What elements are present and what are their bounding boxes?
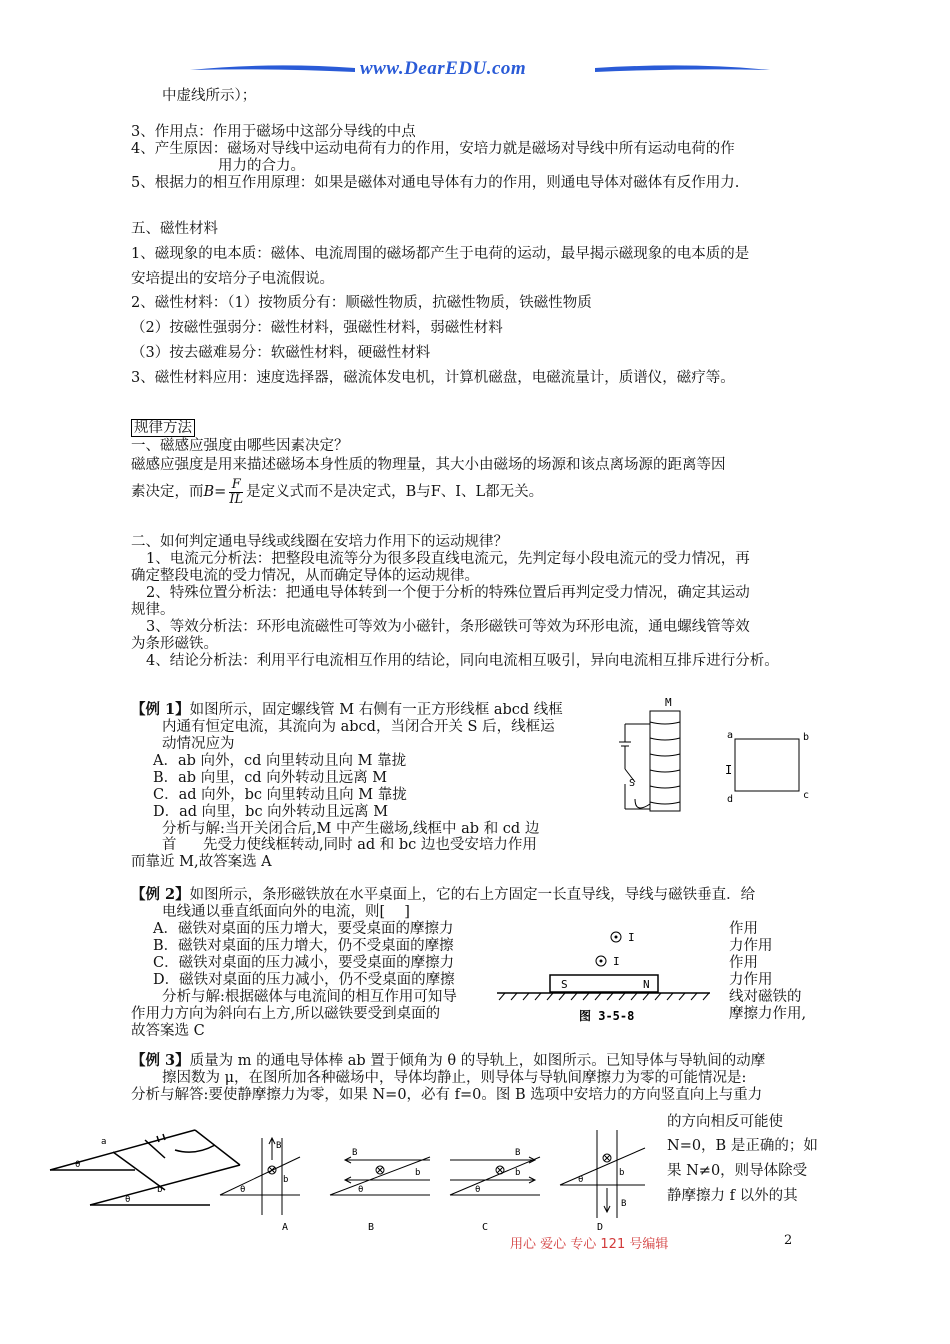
fig-label-theta: θ: [475, 1185, 481, 1195]
text-line: 果 N≠0，则导体除受: [667, 1163, 808, 1179]
rail-label-a: a: [101, 1137, 107, 1147]
fig-label-s: S: [561, 978, 568, 991]
rail-label-theta-1: θ: [75, 1160, 81, 1170]
text-line: 4、产生原因：磁场对导线中运动电荷有力的作用，安培力就是磁场对导线中所有运动电荷的作: [131, 141, 735, 157]
text-line: 力作用: [729, 938, 773, 954]
text-line: 力作用: [729, 972, 773, 988]
text-line: 3、等效分析法：环形电流磁性可等效为小磁针，条形磁铁可等效为环形电流，通电螺线管等效: [146, 619, 750, 635]
text-line: 内通有恒定电流，其流向为 abcd，当闭合开关 S 后，线框运: [162, 719, 555, 735]
fig-label-theta: θ: [240, 1185, 246, 1195]
example-1-figure: [615, 694, 820, 814]
example-1-text: 如图所示，固定螺线管 M 右侧有一正方形线框 abcd 线框: [189, 702, 563, 718]
text-line: 为条形磁铁。: [131, 636, 218, 652]
fig-label-theta: θ: [358, 1185, 364, 1195]
field-label-b: B: [352, 1148, 358, 1158]
text-line: 分析与解:根据磁体与电流间的相互作用可知导: [162, 989, 457, 1005]
text-line: 规律。: [131, 602, 175, 618]
option-label-c: C: [482, 1222, 489, 1232]
text-line: 擦因数为 μ，在图所加各种磁场中，导体均静止，则导体与导轨间摩擦力为零的可能情况是:: [162, 1070, 747, 1086]
fig-label-d: d: [727, 794, 734, 805]
text-line: 1、磁现象的电本质：磁体、电流周围的磁场都产生于电荷的运动，最早揭示磁现象的电本质的是: [131, 246, 750, 262]
option-label-d: D: [597, 1222, 604, 1232]
text-line: 作用: [729, 921, 758, 937]
text-line: 2、特殊位置分析法：把通电导体转到一个便于分析的特殊位置后再判定受力情况，确定其运动: [146, 585, 750, 601]
fig-label-b: b: [619, 1168, 625, 1178]
option-d: D．磁铁对桌面的压力减小，仍不受桌面的摩擦: [153, 972, 455, 988]
fig-label-b: b: [515, 1168, 521, 1178]
field-label-b: B: [621, 1199, 627, 1209]
fig-label-b: b: [415, 1168, 421, 1178]
fig-label-n: N: [643, 978, 650, 991]
text-line: 确定整段电流的受力情况，从而确定导体的运动规律。: [131, 568, 479, 584]
fig-label-s: S: [629, 778, 636, 789]
option-label-b: B: [368, 1222, 375, 1232]
question-heading: 二、如何判定通电导线或线圈在安培力作用下的运动规律？: [131, 534, 508, 550]
field-label-b: B: [276, 1141, 282, 1151]
text-line: 首: [162, 837, 177, 853]
site-banner-text[interactable]: www.DearEDU.com: [360, 58, 527, 79]
text-line: N=0，B 是正确的；如: [667, 1138, 818, 1154]
text-line: 中虚线所示）；: [162, 88, 257, 104]
example-3-intro: [131, 1052, 765, 1070]
fig-label-b: b: [283, 1175, 289, 1185]
text-line: 动情况应为: [162, 736, 235, 752]
formula-suffix: 是定义式而不是决定式，B与F、I、L都无关。: [246, 484, 544, 500]
example-2-intro: [131, 886, 755, 904]
option-c: C．磁铁对桌面的压力减小，要受桌面的摩擦力: [153, 955, 455, 971]
page-number: 2: [784, 1233, 793, 1248]
text-line: 4、结论分析法：利用平行电流相互作用的结论，同向电流相互吸引，异向电流相互排斥进行分析。: [146, 653, 779, 669]
text-line: 分析与解答:要使静摩擦力为零，如果 N=0，必有 f=0。图 B 选项中安培力的方向竖直向上与重力: [131, 1087, 763, 1103]
example-1-title: 【例 1】: [131, 701, 190, 718]
text-line: 摩擦力作用,: [729, 1006, 807, 1022]
fig-label-c: c: [803, 790, 810, 801]
text-line: 安培提出的安培分子电流假说。: [131, 271, 334, 287]
text-line: 先受力使线框转动,同时 ad 和 bc 边也受安培力作用: [203, 837, 537, 853]
fig-label-i: I: [725, 763, 733, 777]
text-line: 作用: [729, 955, 758, 971]
text-line: 线对磁铁的: [729, 989, 802, 1005]
text-line: 而靠近 M,故答案选 A: [131, 854, 272, 870]
text-line: 作用力方向为斜向右上方,所以磁铁要受到桌面的: [131, 1006, 441, 1022]
option-b: B．磁铁对桌面的压力增大，仍不受桌面的摩擦: [153, 938, 454, 954]
text-line: 用力的合力。: [218, 158, 305, 174]
option-b: B．ab 向里，cd 向外转动且远离 M: [153, 770, 388, 786]
rail-label-theta-2: θ: [125, 1195, 131, 1205]
fig-label-theta: θ: [578, 1175, 584, 1185]
fig-label-b: b: [803, 732, 810, 743]
example-2-text: 如图所示，条形磁铁放在水平桌面上，它的右上方固定一长直导线，导线与磁铁垂直．给: [189, 887, 756, 903]
example-1-intro: [131, 701, 563, 719]
fig-label-i1: I: [628, 931, 635, 944]
text-line: 的方向相反可能使: [667, 1114, 783, 1130]
text-line: 5、根据力的相互作用原理：如果是磁体对通电导体有力的作用，则通电导体对磁体有反作用力.: [131, 175, 740, 191]
field-label-b: B: [515, 1148, 521, 1158]
example-3-title: 【例 3】: [131, 1052, 190, 1069]
text-line: 3、磁性材料应用：速度选择器，磁流体发电机，计算机磁盘，电磁流量计，质谱仪，磁疗等。: [131, 370, 735, 386]
section-heading: 五、磁性材料: [131, 221, 218, 237]
option-a: A．ab 向外，cd 向里转动且向 M 靠拢: [153, 753, 407, 769]
example-2-figure: [495, 925, 715, 1023]
fig-label-i2: I: [613, 955, 620, 968]
formula-prefix: 素决定，而: [131, 484, 204, 500]
text-line: （3）按去磁难易分：软磁性材料，硬磁性材料: [131, 345, 431, 361]
text-line: 2、磁性材料：（1）按物质分有：顺磁性物质，抗磁性物质，铁磁性物质: [131, 295, 592, 311]
fig-label-a: a: [727, 730, 734, 741]
rail-label-b: b: [157, 1185, 163, 1195]
example-3-text: 质量为 m 的通电导体棒 ab 置于倾角为 θ 的导轨上，如图所示。已知导体与导轨间的动摩: [189, 1053, 766, 1069]
text-line: 故答案选 C: [131, 1023, 205, 1039]
option-c: C．ad 向外，bc 向里转动且向 M 靠拢: [153, 787, 407, 803]
rule-heading-label: 规律方法: [131, 419, 195, 437]
formula-var: B: [203, 484, 215, 500]
text-line: 磁感应强度是用来描述磁场本身性质的物理量，其大小由磁场的场源和该点离场源的距离等因: [131, 457, 726, 473]
rule-heading: [131, 419, 195, 437]
footer-credit: 用心 爱心 专心 121 号编辑: [510, 1237, 669, 1252]
option-d: D．ad 向里，bc 向外转动且远离 M: [153, 804, 389, 820]
question-heading: 一、磁感应强度由哪些因素决定？: [131, 438, 349, 454]
text-line: 1、电流元分析法：把整段电流等分为很多段直线电流元，先判定每小段电流元的受力情况，再: [146, 551, 750, 567]
option-a: A．磁铁对桌面的压力增大，要受桌面的摩擦力: [153, 921, 454, 937]
formula-line: [131, 477, 543, 507]
example-3-figure: [45, 1120, 665, 1232]
formula-fraction: [229, 478, 243, 507]
formula-equals: =: [214, 484, 227, 500]
formula-numerator: F: [229, 478, 243, 493]
fig-caption: 图 3-5-8: [579, 1009, 635, 1023]
formula-denominator: IL: [229, 491, 244, 507]
example-2-title: 【例 2】: [131, 886, 190, 903]
text-line: 3、作用点：作用于磁场中这部分导线的中点: [131, 124, 416, 140]
text-line: 电线通以垂直纸面向外的电流，则[ ]: [162, 904, 410, 920]
text-line: 静摩擦力 f 以外的其: [667, 1188, 798, 1204]
fig-label-m: M: [665, 696, 672, 709]
option-label-a: A: [282, 1222, 289, 1232]
text-line: （2）按磁性强弱分：磁性材料，强磁性材料，弱磁性材料: [131, 320, 503, 336]
text-line: 分析与解:当开关闭合后,M 中产生磁场,线框中 ab 和 cd 边: [162, 821, 540, 837]
